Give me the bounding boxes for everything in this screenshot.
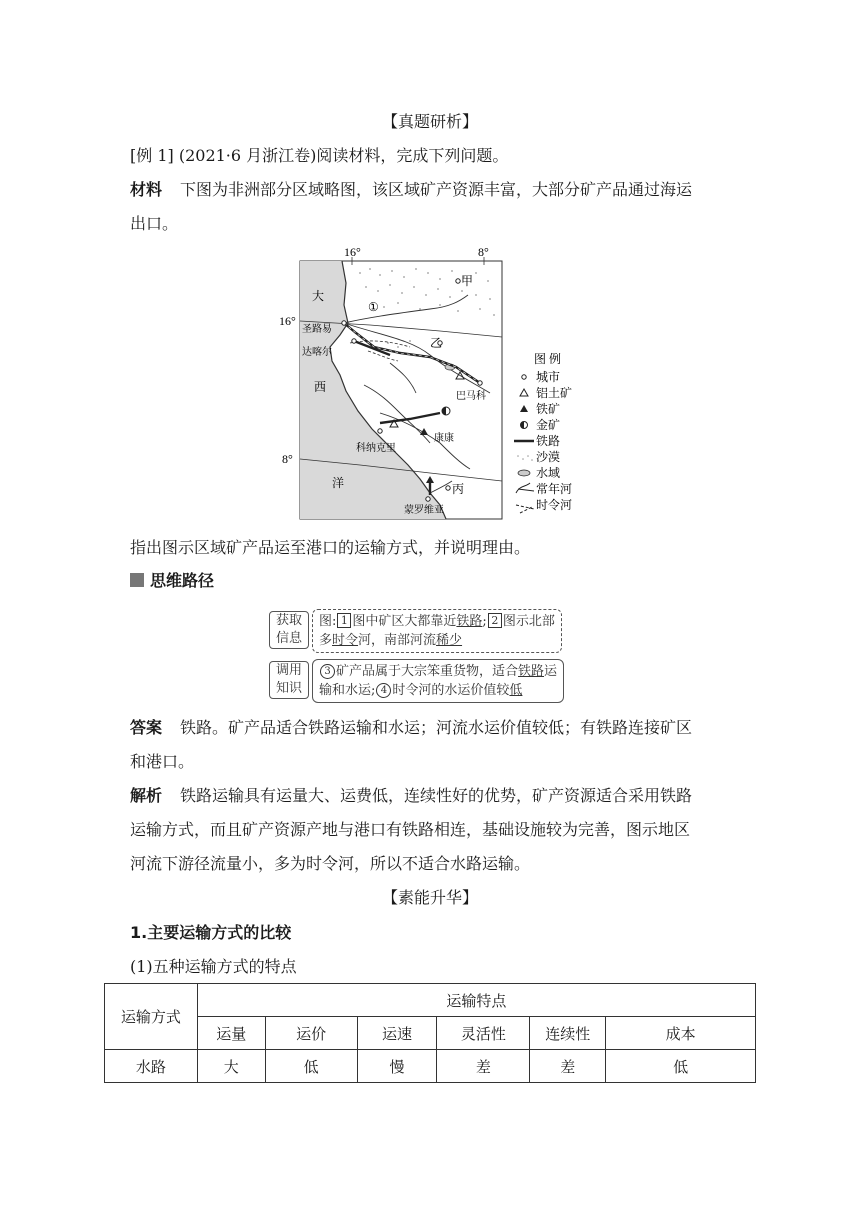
legend-city: 城市 bbox=[536, 370, 561, 384]
table-row-header: 运输方式 bbox=[105, 984, 198, 1050]
table-column-headers bbox=[105, 1017, 756, 1050]
table-row bbox=[105, 1050, 756, 1083]
map-svg bbox=[280, 243, 590, 525]
cell: 差 bbox=[437, 1050, 530, 1083]
transport-table bbox=[104, 983, 756, 1083]
analysis-line3: 河流下游径流量小，多为时令河，所以不适合水路运输。 bbox=[130, 854, 531, 873]
material-paragraph-line1 bbox=[130, 179, 692, 201]
place-yi: 乙 bbox=[430, 336, 443, 350]
legend-title: 图 例 bbox=[534, 352, 562, 366]
answer-line2: 和港口。 bbox=[130, 752, 195, 771]
col-cost: 成本 bbox=[606, 1017, 756, 1050]
cell: 低 bbox=[606, 1050, 756, 1083]
place-conakry: 科纳克里 bbox=[356, 443, 396, 454]
section-thinking bbox=[130, 568, 214, 591]
place-monrovia: 蒙罗维亚 bbox=[404, 505, 444, 516]
example-line: [例 1] (2021·6 月浙江卷)阅读材料，完成下列问题。 bbox=[130, 146, 509, 165]
place-bamako: 巴马科 bbox=[456, 391, 486, 402]
place-saint-louis: 圣路易 bbox=[302, 324, 332, 335]
heading-ability: 【素能升华】 bbox=[381, 888, 478, 907]
legend-seasonal-river: 时令河 bbox=[536, 498, 573, 512]
thinking-box-knowledge: 3 矿产品属于大宗笨重货物，适合铁路运 输和水运; 4 时令河的水运价值较低 bbox=[312, 659, 564, 703]
subheading-five-modes: (1)五种运输方式的特点 bbox=[130, 957, 297, 976]
legend-railway: 铁路 bbox=[536, 434, 561, 448]
legend-bauxite: 铝土矿 bbox=[536, 386, 573, 400]
col-speed: 运速 bbox=[357, 1017, 437, 1050]
place-kankan: 康康 bbox=[434, 433, 454, 444]
col-continuity: 连续性 bbox=[530, 1017, 606, 1050]
analysis-line1: 解析 铁路运输具有运量大、运费低，连续性好的优势，矿产资源适合采用铁路 bbox=[130, 786, 693, 805]
africa-region-map bbox=[280, 243, 590, 525]
question-line: 指出图示区域矿产品运至港口的运输方式，并说明理由。 bbox=[130, 538, 531, 557]
sea-char-2: 西 bbox=[314, 380, 327, 394]
lat-label-8: 8° bbox=[282, 452, 293, 466]
answer-line1: 答案 铁路。矿产品适合铁路运输和水运；河流水运价值较低；有铁路连接矿区 bbox=[130, 718, 693, 737]
legend-perennial-river: 常年河 bbox=[536, 482, 573, 496]
thinking-box-info: 图: 1 图中矿区大都靠近铁路; 2 图示北部 多时令河，南部河流稀少 bbox=[312, 609, 562, 653]
analysis-line2: 运输方式，而且矿产资源产地与港口有铁路相连，基础设施较为完善，图示地区 bbox=[130, 820, 691, 839]
place-jia: 甲 bbox=[461, 274, 474, 288]
row-name-water: 水路 bbox=[105, 1050, 198, 1083]
answer-label: 答案 bbox=[130, 718, 163, 737]
legend-gold: 金矿 bbox=[536, 418, 561, 432]
cell: 低 bbox=[265, 1050, 357, 1083]
material-paragraph-line2: 出口。 bbox=[130, 214, 179, 233]
cell: 大 bbox=[197, 1050, 265, 1083]
lon-label-8: 8° bbox=[478, 245, 489, 259]
col-price: 运价 bbox=[265, 1017, 357, 1050]
cell: 差 bbox=[530, 1050, 606, 1083]
legend-water: 水域 bbox=[536, 466, 561, 480]
col-flexibility: 灵活性 bbox=[437, 1017, 530, 1050]
material-label: 材料 bbox=[130, 180, 163, 199]
col-volume: 运量 bbox=[197, 1017, 265, 1050]
sea-char-1: 大 bbox=[312, 289, 325, 303]
legend-iron: 铁矿 bbox=[536, 402, 561, 416]
thinking-label-info: 获取 信息 bbox=[269, 611, 309, 649]
legend-desert: 沙漠 bbox=[536, 450, 561, 464]
section-thinking-title: 思维路径 bbox=[150, 571, 215, 590]
place-bing: 丙 bbox=[452, 482, 465, 496]
table-group-header: 运输特点 bbox=[197, 984, 755, 1017]
lat-label-16: 16° bbox=[280, 314, 296, 328]
section-square-icon bbox=[130, 573, 144, 587]
heading-real-exam: 【真题研析】 bbox=[381, 112, 478, 131]
thinking-label-knowledge: 调用 知识 bbox=[269, 661, 309, 699]
lon-label-16: 16° bbox=[344, 245, 361, 259]
place-dakar: 达喀尔 bbox=[302, 347, 332, 358]
marker-1: ① bbox=[368, 300, 379, 314]
map-legend bbox=[514, 351, 572, 513]
subheading-compare: 1.主要运输方式的比较 bbox=[130, 923, 292, 942]
sea-char-3: 洋 bbox=[332, 476, 345, 490]
analysis-label: 解析 bbox=[130, 786, 163, 805]
cell: 慢 bbox=[357, 1050, 437, 1083]
material-text: 下图为非洲部分区域略图，该区域矿产资源丰富，大部分矿产品通过海运 bbox=[180, 180, 693, 199]
